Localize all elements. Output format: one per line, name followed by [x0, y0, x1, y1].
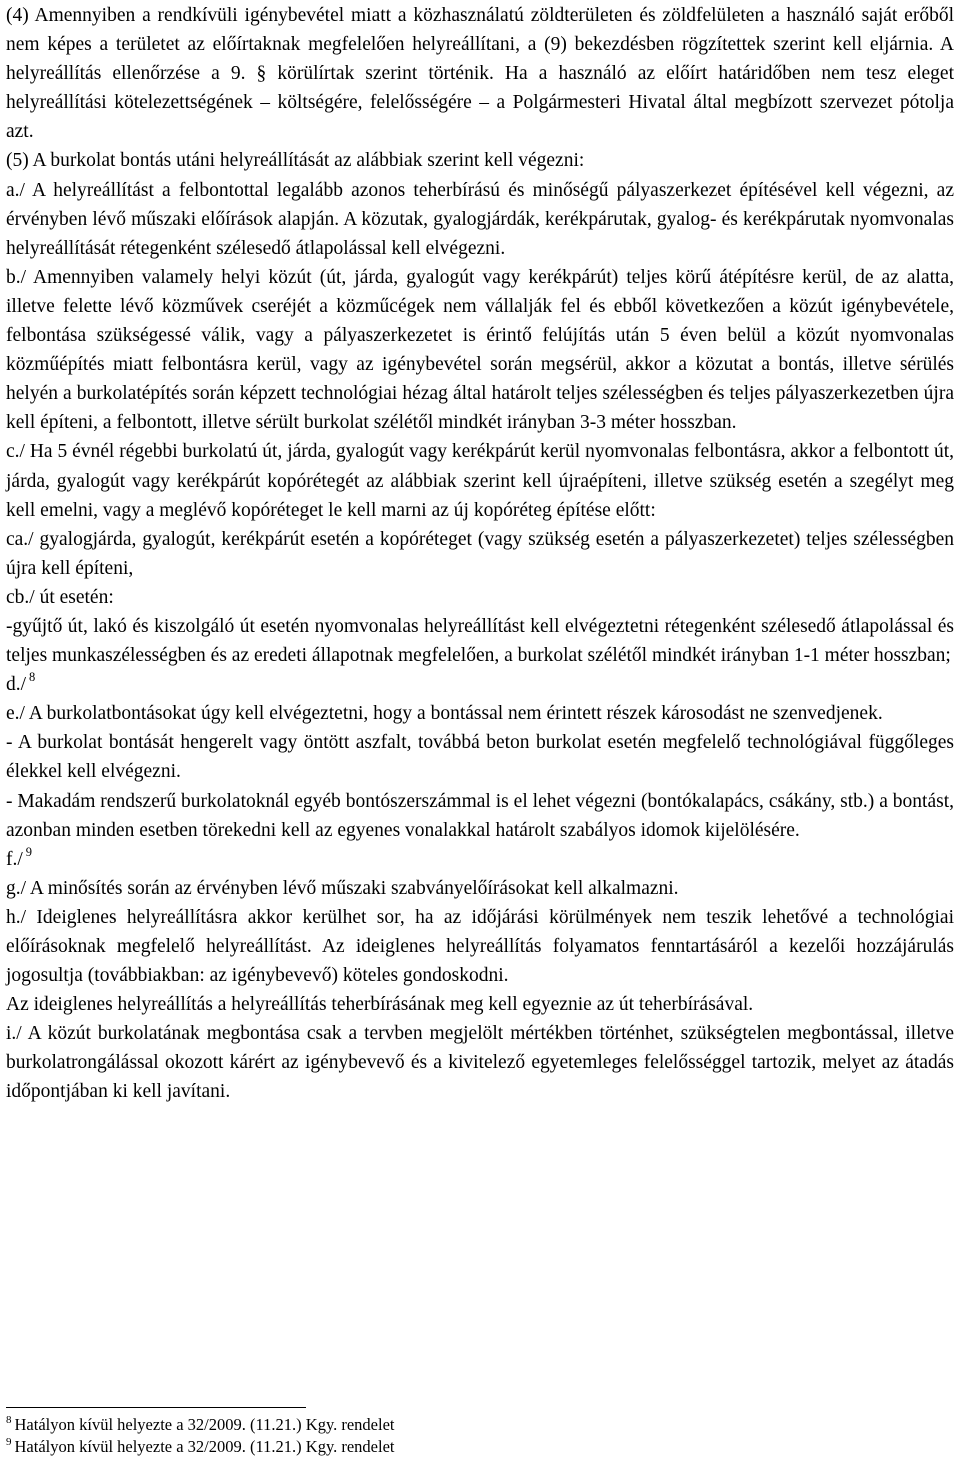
- footnote-text-8: Hatályon kívül helyezte a 32/2009. (11.21.) Kgy. rendelet: [14, 1415, 395, 1434]
- footnote-number-8: 8: [6, 1414, 12, 1426]
- item-h: h./ Ideiglenes helyreállításra akkor kerülhet sor, ha az időjárási körülmények nem teszik lehetővé a technológiai előírásoknak megfelelő helyreállítást. Az ideiglenes helyreállítás folyamatos fenntartásáról a kezelői hozzájárulás jogosultja (továbbiakban: az igénybevevő) köteles gondoskodni.: [6, 906, 954, 987]
- item-e: e./ A burkolatbontásokat úgy kell elvégeztetni, hogy a bontással nem érintett részek károsodást ne szenvedjenek.: [6, 703, 883, 725]
- item-d: [6, 670, 954, 699]
- item-g: g./ A minősítés során az érvényben lévő műszaki szabványelőírásokat kell alkalmazni.: [6, 877, 679, 899]
- footnote-9: [6, 1436, 946, 1458]
- item-cb-road: -gyűjtő út, lakó és kiszolgáló út esetén nyomvonalas helyreállítást kell elvégeztetni rétegenként szélesedő átlapolással és teljes munkaszélességben és az eredeti állapotnak megfelelően, a burkolat szélétől mindkét irányban 1-1 méter hosszban;: [6, 615, 954, 667]
- item-f-label: f./: [6, 848, 23, 870]
- footnote-ref-9[interactable]: 9: [25, 844, 33, 859]
- item-cb: cb./ út esetén:: [6, 586, 114, 608]
- item-b: b./ Amennyiben valamely helyi közút (út, járda, gyalogút vagy kerékpárút) teljes körű átépítésre kerül, de az alatta, illetve felette lévő közművek cseréjét a közműcégek nem vállalják fel és ebből következően a közút igénybevétele, felbontása szükségessé válik, vagy a pályaszerkezetet is érintő felújítás után 5 éven belül a közút nyomvonalas közműépítés miatt felbontásra kerül, vagy az igénybevétel során megsérül, akkor a közutat a bontás, illetve sérülés helyén a burkolatépítés során képzett technológiai hézag által határolt teljes szélességben és teljes pályaszerkezetben újra kell építeni, a felbontott, illetve sérült burkolat szélétől mindkét irányban 3-3 méter hosszban.: [6, 266, 954, 434]
- item-a: a./ A helyreállítást a felbontottal legalább azonos teherbírású és minőségű pályaszerkezet építésével kell végezni, az érvényben lévő műszaki előírások alapján. A közutak, gyalogjárdák, kerékpárutak, gyalog- és kerékpárutak nyomvonalas helyreállítását rétegenként szélesedő átlapolással kell elvégezni.: [6, 179, 954, 259]
- item-f: [6, 845, 954, 874]
- item-ca: ca./ gyalogjárda, gyalogút, kerékpárút esetén a kopóréteget (vagy szükség esetén a pályaszerkezetet) teljes szélességben újra kell építeni,: [6, 528, 954, 579]
- item-c: c./ Ha 5 évnél régebbi burkolatú út, járda, gyalogút vagy kerékpárút kerül nyomvonalas felbontásra, akkor a felbontott út, járda, gyalogút vagy kerékpárút kopórétegét az alábbiak szerint kell újraépíteni, illetve szükség esetén a szegélyt meg kell emelni, vagy a meglévő kopóréteget le kell marni az új kopóréteg építése előtt:: [6, 441, 954, 521]
- item-i: i./ A közút burkolatának megbontása csak a tervben megjelölt mértékben történhet, szükségtelen megbontással, illetve burkolatrongálással okozott kárért az igénybevevő és a kivitelező egyetemleges felelősséggel tartozik, melyet az átadás időpontjában ki kell javítani.: [6, 1023, 954, 1103]
- footnotes: [6, 1407, 946, 1458]
- footnote-8: [6, 1414, 946, 1436]
- footnote-separator: [6, 1407, 306, 1408]
- document-body: [6, 0, 954, 1107]
- paragraph-4: (4) Amennyiben a rendkívüli igénybevétel miatt a közhasználatú zöldterületen és zöldfelületen a használó saját erőből nem képes a területet az előírtaknak megfelelően helyreállítani, a (9) bekezdésben rögzítettek szerint kell eljárnia. A helyreállítás ellenőrzése a 9. § körülírtak szerint történik. Ha a használó az előírt határidőben nem tesz eleget helyreállítási kötelezettségének – költségére, felelősségére – a Polgármesteri Hivatal által megbízott szervezet pótolja azt.: [6, 5, 954, 143]
- footnote-text-9: Hatályon kívül helyezte a 32/2009. (11.21.) Kgy. rendelet: [14, 1437, 395, 1456]
- item-h-temporary: Az ideiglenes helyreállítás a helyreállítás teherbírásának meg kell egyeznie az út teherbírásával.: [6, 994, 754, 1016]
- paragraph-5: (5) A burkolat bontás utáni helyreállítását az alábbiak szerint kell végezni:: [6, 150, 585, 172]
- item-e-macadam: - Makadám rendszerű burkolatoknál egyéb bontószerszámmal is el lehet végezni (bontókalapács, csákány, stb.) a bontást, azonban minden esetben törekedni kell az egyenes vonalakkal határolt szabályos idomok kijelölésére.: [6, 790, 954, 841]
- item-e-asphalt: - A burkolat bontását hengerelt vagy öntött aszfalt, továbbá beton burkolat esetén megfelelő technológiával függőleges élekkel kell elvégezni.: [6, 732, 954, 783]
- footnote-number-9: 9: [6, 1436, 12, 1448]
- footnote-ref-8[interactable]: 8: [29, 670, 36, 685]
- item-d-label: d./: [6, 674, 27, 696]
